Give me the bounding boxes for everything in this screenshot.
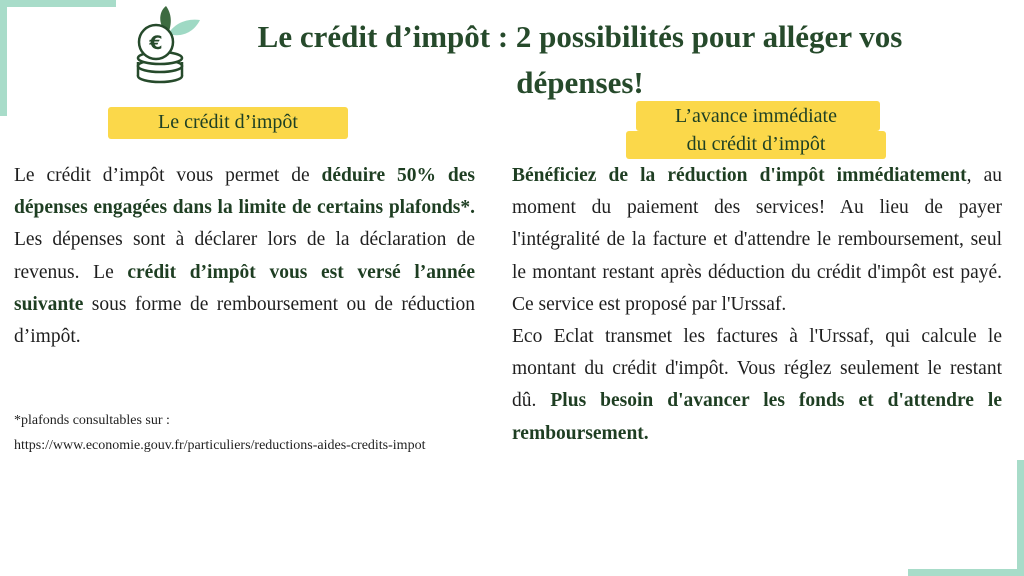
footnote-label: *plafonds consultables sur :	[14, 413, 170, 428]
right-paragraph-1	[512, 160, 1002, 321]
coins-euro-leaf-icon	[130, 4, 202, 86]
svg-text:€: €	[149, 32, 163, 54]
right-text-1: , au moment du paiement des services! Au lieu de payer l'intégralité de la facture et d'attendre le remboursement, seul le montant restant après déduction du crédit d'impôt est payé. Ce service est proposé par l'Urssaf.	[512, 165, 1002, 315]
left-text-3: sous forme de remboursement ou de réduction d’impôt.	[14, 293, 475, 348]
left-heading-text: Le crédit d’impôt	[158, 111, 298, 133]
right-bold-2: Plus besoin d'avancer les fonds et d'attendre le remboursement.	[512, 390, 1003, 444]
corner-accent-bottom-right-vertical	[1017, 460, 1024, 576]
left-section-heading	[106, 99, 350, 145]
left-body-text	[14, 160, 475, 353]
footnote-url: https://www.economie.gouv.fr/particuliers/reductions-aides-credits-impot	[14, 438, 426, 453]
corner-accent-top-left-vertical	[0, 0, 7, 116]
page-title: Le crédit d’impôt : 2 possibilités pour alléger vos dépenses!	[257, 19, 903, 100]
left-bold-2: crédit d’impôt vous est versé l’année suivante	[14, 261, 475, 315]
left-bold-1: déduire 50% des dépenses engagées dans la limite de certains plafonds*.	[14, 165, 475, 219]
corner-accent-bottom-right-horizontal	[908, 569, 1024, 576]
right-text-2: Eco Eclat transmet les factures à l'Urssaf, qui calcule le montant du crédit d'impôt. Vous réglez seulement le restant dû.	[512, 326, 1002, 412]
right-body-text	[512, 160, 1002, 450]
right-heading-line2: du crédit d’impôt	[686, 133, 826, 155]
right-heading-line1: L’avance immédiate	[675, 105, 837, 127]
left-text-2: Les dépenses sont à déclarer lors de la déclaration de revenus. Le	[14, 229, 475, 283]
corner-accent-top-left-horizontal	[0, 0, 116, 7]
plafonds-footnote	[14, 408, 444, 458]
right-section-heading	[626, 101, 886, 159]
right-bold-1: Bénéficiez de la réduction d'impôt immédiatement	[512, 165, 967, 186]
left-text-1: Le crédit d’impôt vous permet de	[14, 165, 322, 186]
right-paragraph-2	[512, 321, 1002, 450]
